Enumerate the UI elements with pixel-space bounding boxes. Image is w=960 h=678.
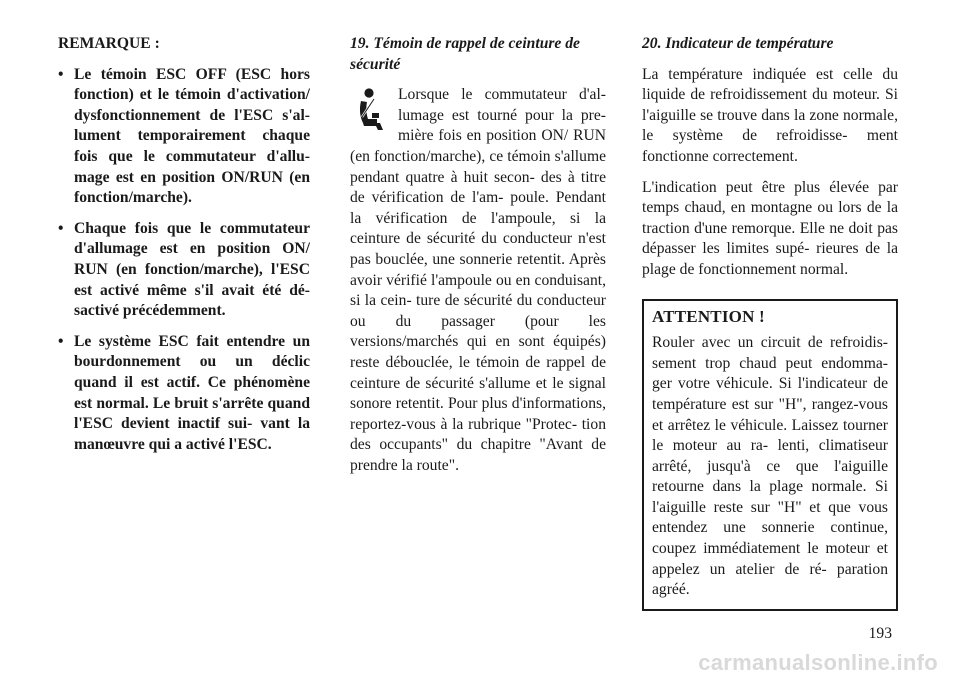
bullet-text: Chaque fois que le commutateur d'allumage est en position ON/ RUN (en fonction/marche), l'ESC est activé même s'il avait été dé- sactivé précédemment.	[74, 219, 310, 320]
section-heading-seatbelt: 19. Témoin de rappel de ceinture de sécurité	[350, 35, 580, 73]
bullet-text: Le témoin ESC OFF (ESC hors fonction) et le témoin d'activation/ dysfonctionnement de l'ESC s'al- lument temporairement chaque fois que le commutateur d'allu- mage est en position ON/RUN (en fonction/marche).	[74, 65, 310, 207]
warning-box	[642, 299, 898, 611]
warning-body: Rouler avec un circuit de refroidis- sement trop chaud peut endomma- ger votre véhicule. Si l'indicateur de température est sur "H", rangez-vous et arrêtez le véhicule. Laissez tourner le moteur au ra- lenti, climatiseur arrêté, jusqu'à ce que l'aiguille retourne dans la plage normale. Si l'aiguille reste sur "H" et que vous entendez une sonnerie continue, coupez immédiatement le moteur et appelez un atelier de ré- paration agréé.	[652, 334, 888, 599]
bullet-text: Le système ESC fait entendre un bourdonnement ou un déclic quand il est actif. Ce phénomène est normal. Le bruit s'arrête quand l'ESC devient inactif sui- vant la manœuvre qui a activé l'ESC.	[74, 332, 310, 453]
remark-bullet-list	[58, 65, 310, 456]
left-column	[58, 34, 310, 465]
remark-title: REMARQUE :	[58, 35, 160, 52]
section-heading-temperature: 20. Indicateur de température	[642, 35, 834, 52]
temperature-paragraph-1: La température indiquée est celle du liquide de refroidissement du moteur. Si l'aiguille se trouve dans la zone normale, le système de refroidisse- ment fonctionne correctement.	[642, 65, 898, 165]
warning-title: ATTENTION !	[652, 306, 765, 326]
list-item	[58, 332, 310, 456]
list-item	[58, 65, 310, 209]
watermark: carmanualsonline.info	[698, 650, 938, 676]
temperature-paragraph-2: L'indication peut être plus élevée par temps chaud, en montagne ou lors de la traction d'une remorque. Elle ne doit pas dépasser les limites supé- rieures de la plage de fonctionnement normal.	[642, 178, 898, 278]
bullet-icon: •	[58, 219, 64, 237]
middle-column	[350, 34, 606, 476]
right-column	[642, 34, 898, 611]
seatbelt-reminder-icon	[350, 87, 396, 145]
page-number: 193	[868, 625, 892, 642]
seatbelt-body-text: Lorsque le commutateur d'al- lumage est tourné pour la pre- mière fois en position ON/ RUN (en fonction/marche), ce témoin s'allume pendant quatre à huit secon- des à titre de vérification de l'am- poule. Pendant la vérification de l'ampoule, si la ceinture de sécurité du conducteur n'est pas bouclée, une sonnerie retentit. Après avoir vérifié l'ampoule ou en conduisant, si la cein- ture de sécurité du conducteur ou du passager (pour les versions/marchés qui en sont équipés) reste débouclée, le témoin de rappel de ceinture de sécurité s'allume et le signal sonore retentit. Pour plus d'informations, reportez-vous à la rubrique "Protec- tion des occupants" du chapitre "Avant de prendre la route".	[350, 86, 606, 474]
bullet-icon: •	[58, 332, 64, 350]
bullet-icon: •	[58, 65, 64, 83]
list-item	[58, 219, 310, 322]
